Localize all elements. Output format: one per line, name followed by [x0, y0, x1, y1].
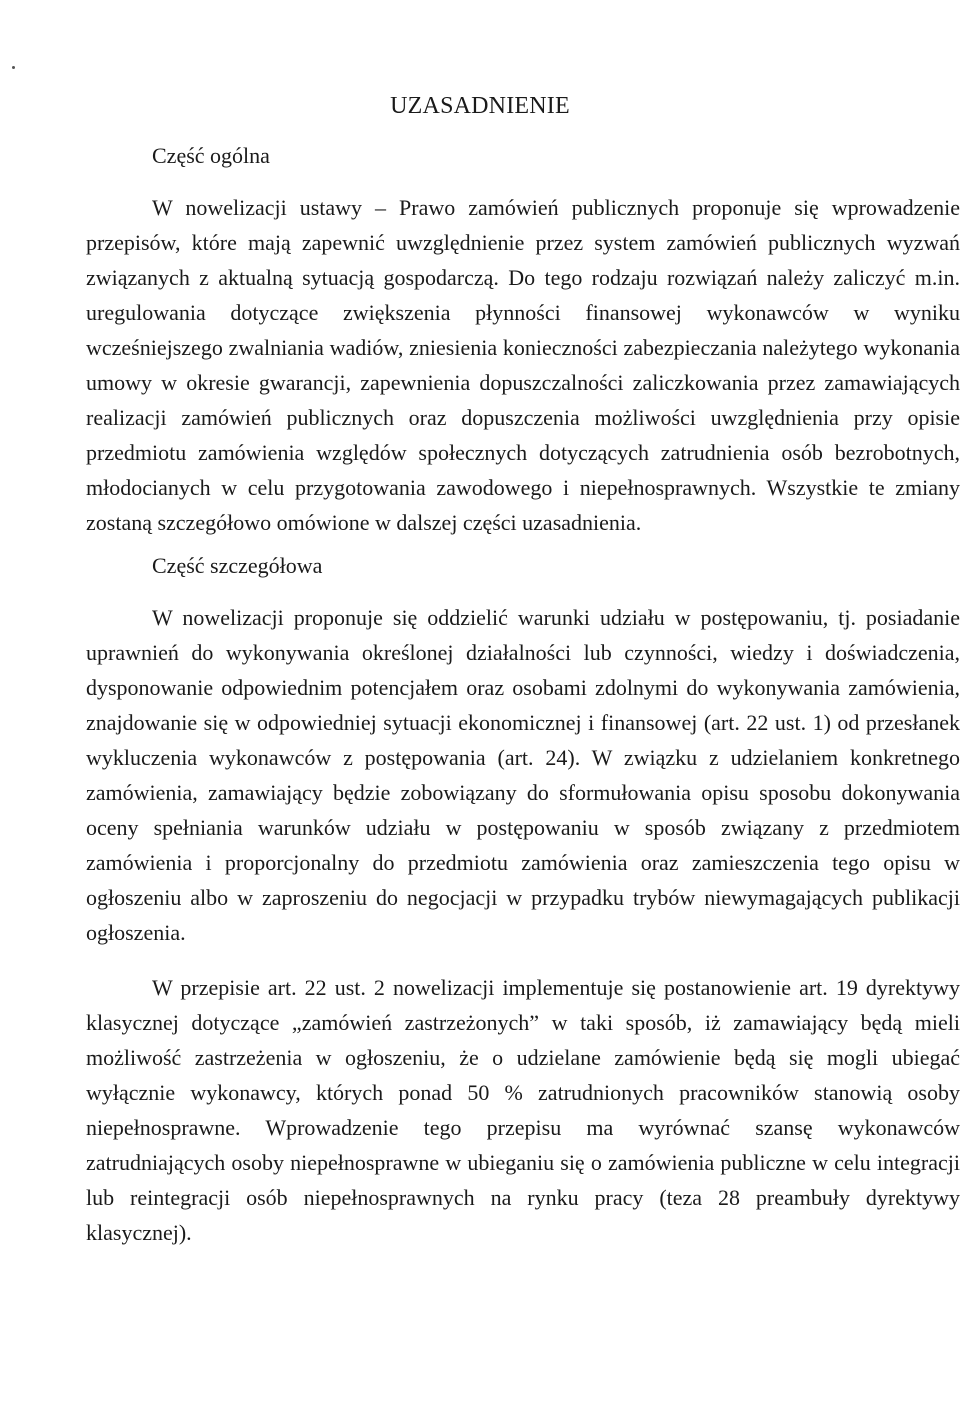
document-title: UZASADNIENIE — [390, 93, 570, 119]
detail-paragraph-2: W przepisie art. 22 ust. 2 nowelizacji implementuje się postanowienie art. 19 dyrektywy klasycznej dotyczące „zamówień zastrzeżonych” w taki sposób, iż zamawiający będą mieli możliwość zastrzeżenia w ogłoszeniu, że o udzielane zamówienie będą się mogli ubiegać wyłącznie wykonawcy, których ponad 50 % zatrudnionych pracowników stanowią osoby niepełnosprawne. Wprowadzenie tego przepisu ma wyrównać szansę wykonawców zatrudniających osoby niepełnosprawne w ubieganiu się o zamówienia publiczne w celu integracji lub reintegracji osób niepełnosprawnych na rynku pracy (teza 28 preambuły dyrektywy klasycznej). — [86, 975, 960, 1245]
detail-section-heading: Część szczegółowa — [152, 553, 323, 578]
scan-speck — [12, 66, 15, 69]
general-section-heading: Część ogólna — [152, 143, 270, 168]
detail-paragraph-1: W nowelizacji proponuje się oddzielić warunki udziału w postępowaniu, tj. posiadanie uprawnień do wykonywania określonej działalności lub czynności, wiedzy i doświadczenia, dysponowanie odpowiednim potencjałem oraz osobami zdolnymi do wykonywania zamówienia, znajdowanie się w odpowiedniej sytuacji ekonomicznej i finansowej (art. 22 ust. 1) od przesłanek wykluczenia wykonawców z postępowania (art. 24). W związku z udzielaniem konkretnego zamówienia, zamawiający będzie zobowiązany do sformułowania opisu sposobu dokonywania oceny spełniania warunków udziału w postępowaniu w sposób związany z przedmiotem zamówienia i proporcjonalny do przedmiotu zamówienia oraz zamieszczenia tego opisu w ogłoszeniu albo w zaproszeniu do negocjacji w przypadku trybów niewymagających publikacji ogłoszenia. — [86, 605, 960, 945]
document-body — [86, 138, 960, 1250]
general-paragraph: W nowelizacji ustawy – Prawo zamówień publicznych proponuje się wprowadzenie przepisów, które mają zapewnić uwzględnienie przez system zamówień publicznych wyzwań związanych z aktualną sytuacją gospodarczą. Do tego rodzaju rozwiązań należy zaliczyć m.in. uregulowania dotyczące zwiększenia płynności finansowej wykonawców w wyniku wcześniejszego zwalniania wadiów, zniesienia konieczności zabezpieczania należytego wykonania umowy w okresie gwarancji, zapewnienia dopuszczalności zaliczkowania przez zamawiających realizacji zamówień publicznych oraz dopuszczenia możliwości uwzględnienia przy opisie przedmiotu zamówienia względów społecznych dotyczących zatrudnienia osób bezrobotnych, młodocianych w celu przygotowania zawodowego i niepełnosprawnych. Wszystkie te zmiany zostaną szczegółowo omówione w dalszej części uzasadnienia. — [86, 195, 960, 535]
